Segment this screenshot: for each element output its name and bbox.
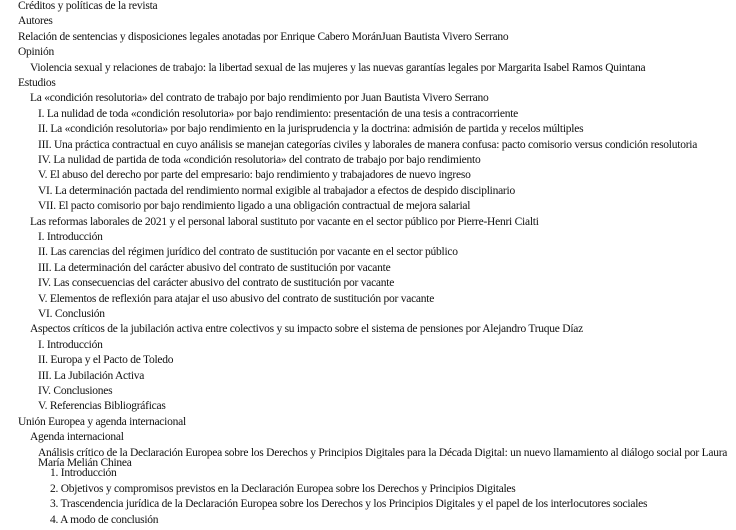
- toc-entry-level-2[interactable]: I. Introducción: [38, 231, 103, 243]
- toc-entry-level-2[interactable]: VI. Conclusión: [38, 308, 105, 320]
- toc-entry-level-0[interactable]: Créditos y políticas de la revista: [18, 0, 158, 12]
- toc-entry-level-2[interactable]: V. El abuso del derecho por parte del empresario: bajo rendimiento y trabajadores de nuevo ingreso: [38, 169, 471, 181]
- toc-entry-level-2[interactable]: III. La Jubilación Activa: [38, 370, 145, 382]
- toc-entry-level-2[interactable]: IV. La nulidad de partida de toda «condición resolutoria» del contrato de trabajo por bajo rendimiento: [38, 154, 481, 166]
- toc-entry-level-2[interactable]: II. Europa y el Pacto de Toledo: [38, 354, 174, 366]
- toc-entry-level-1[interactable]: Las reformas laborales de 2021 y el personal laboral sustituto por vacante en el sector público por Pierre-Henri Cialti: [30, 216, 539, 228]
- toc-entry-level-0[interactable]: Estudios: [18, 77, 56, 89]
- toc-entry-level-2[interactable]: II. La «condición resolutoria» por bajo rendimiento en la jurisprudencia y la doctrina: admisión de partida y recelos múltiples: [38, 123, 584, 135]
- toc-entry-level-2[interactable]: V. Referencias Bibliográficas: [38, 400, 166, 412]
- toc-entry-level-3[interactable]: 2. Objetivos y compromisos previstos en la Declaración Europea sobre los Derechos y Principios Digitales: [50, 483, 516, 495]
- toc-entry-level-1[interactable]: La «condición resolutoria» del contrato de trabajo por bajo rendimiento por Juan Bautista Vivero Serrano: [30, 92, 489, 104]
- toc-entry-level-2[interactable]: I. La nulidad de toda «condición resolutoria» por bajo rendimiento: presentación de una tesis a contracorriente: [38, 108, 518, 120]
- toc-entry-level-1[interactable]: Violencia sexual y relaciones de trabajo: la libertad sexual de las mujeres y las nuevas garantías legales por Margarita Isabel Ramos Quintana: [30, 62, 646, 74]
- toc-entry-level-0[interactable]: Opinión: [18, 46, 54, 58]
- toc-entry-level-2[interactable]: VII. El pacto comisorio por bajo rendimiento ligado a una obligación contractual de mejora salarial: [38, 200, 471, 212]
- toc-entry-level-2[interactable]: I. Introducción: [38, 339, 103, 351]
- toc-entry-level-2[interactable]: V. Elementos de reflexión para atajar el uso abusivo del contrato de sustitución por vacante: [38, 293, 435, 305]
- toc-entry-level-3[interactable]: 3. Trascendencia jurídica de la Declaración Europea sobre los Derechos y los Principios Digitales y el papel de los interlocutores sociales: [50, 498, 648, 510]
- toc-entry-level-2[interactable]: IV. Las consecuencias del carácter abusivo del contrato de sustitución por vacante: [38, 277, 395, 289]
- toc-entry-level-2[interactable]: II. Las carencias del régimen jurídico del contrato de sustitución por vacante en el sector público: [38, 246, 458, 258]
- toc-entry-level-3[interactable]: 4. A modo de conclusión: [50, 514, 159, 526]
- toc-entry-level-1[interactable]: Agenda internacional: [30, 431, 124, 443]
- toc-entry-level-0[interactable]: Unión Europea y agenda internacional: [18, 416, 186, 428]
- toc-entry-level-2[interactable]: III. Una práctica contractual en cuyo análisis se manejan categorías civiles y laborales de manera confusa: pacto comisorio versus condición resolutoria: [38, 139, 698, 151]
- toc-entry-level-0[interactable]: Autores: [18, 15, 53, 27]
- toc-entry-level-2[interactable]: III. La determinación del carácter abusivo del contrato de sustitución por vacante: [38, 262, 391, 274]
- toc-entry-level-2[interactable]: Análisis crítico de la Declaración Europea sobre los Derechos y Principios Digitales para la Década Digital: un nuevo llamamiento al diálogo social por Laura María Melián Chinea: [38, 447, 728, 469]
- toc-entry-level-0[interactable]: Relación de sentencias y disposiciones legales anotadas por Enrique Cabero MoránJuan Bautista Vivero Serrano: [18, 31, 509, 43]
- toc-entry-level-1[interactable]: Aspectos críticos de la jubilación activa entre colectivos y su impacto sobre el sistema de pensiones por Alejandro Truque Díaz: [30, 323, 583, 335]
- toc-entry-level-2[interactable]: IV. Conclusiones: [38, 385, 113, 397]
- toc-entry-level-3[interactable]: 1. Introducción: [50, 467, 117, 479]
- toc-entry-level-2[interactable]: VI. La determinación pactada del rendimiento normal exigible al trabajador a efectos de despido disciplinario: [38, 185, 515, 197]
